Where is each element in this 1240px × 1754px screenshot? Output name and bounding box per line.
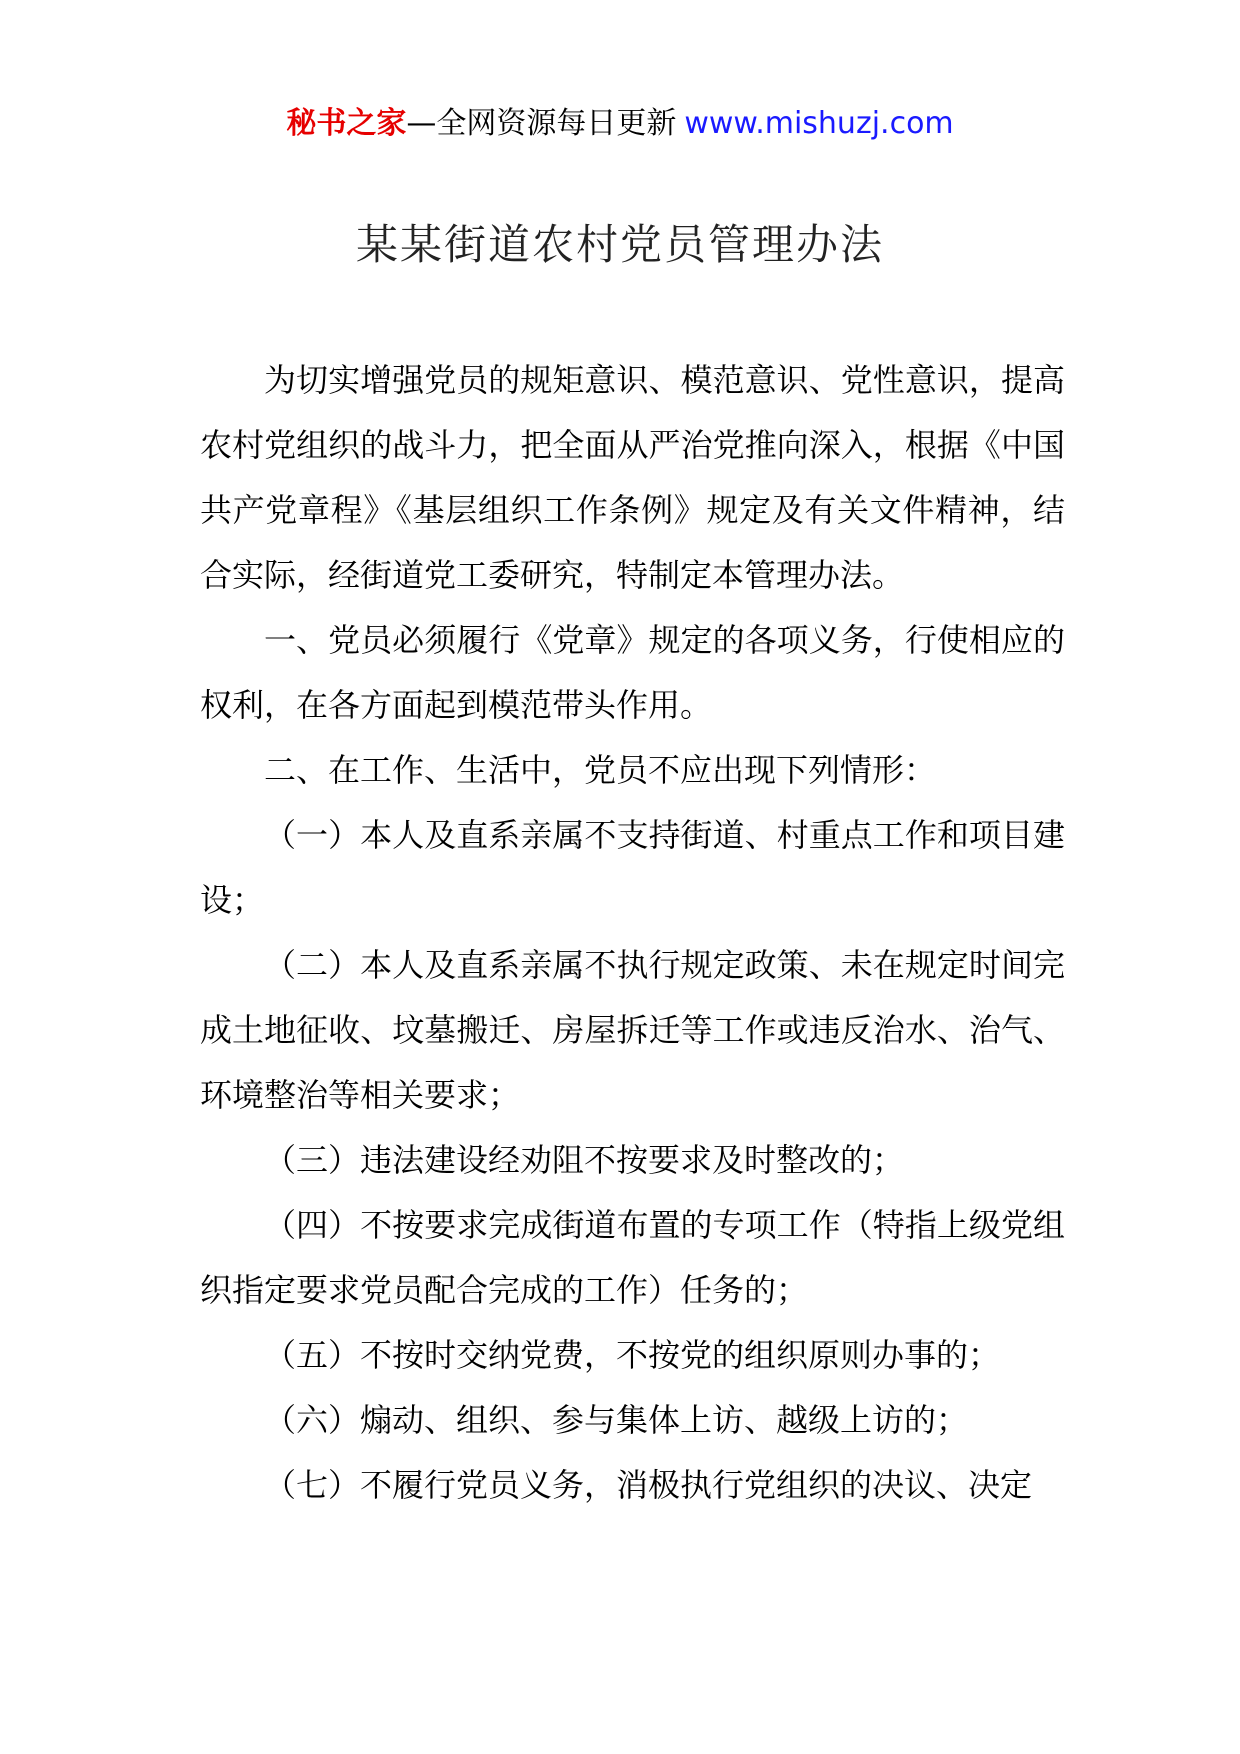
paragraph-article-2: 二、在工作、生活中，党员不应出现下列情形： — [264, 751, 937, 789]
list-item-6: （六）煽动、组织、参与集体上访、越级上访的； — [264, 1401, 969, 1439]
brand-name: 秘书之家 — [286, 106, 407, 141]
list-item-4: （四）不按要求完成街道布置的专项工作（特指上级党组织指定要求党员配合完成的工作）任务的； — [200, 1206, 1065, 1309]
banner-tagline: —全网资源每日更新 — [406, 106, 677, 141]
list-item-5: （五）不按时交纳党费，不按党的组织原则办事的； — [264, 1336, 1001, 1374]
list-item-2: （二）本人及直系亲属不执行规定政策、未在规定时间完成土地征收、坟墓搬迁、房屋拆迁等工作或违反治水、治气、环境整治等相关要求； — [200, 946, 1065, 1114]
website-link[interactable]: www.mishuzj.com — [684, 106, 954, 141]
list-item-3: （三）违法建设经劝阻不按要求及时整改的； — [264, 1141, 905, 1179]
site-banner — [0, 100, 1240, 148]
paragraph-article-1: 一、党员必须履行《党章》规定的各项义务，行使相应的权利，在各方面起到模范带头作用。 — [200, 621, 1065, 724]
document-body — [200, 348, 1065, 1518]
document-title: 某某街道农村党员管理办法 — [355, 220, 884, 269]
paragraph-intro: 为切实增强党员的规矩意识、模范意识、党性意识，提高农村党组织的战斗力，把全面从严治党推向深入，根据《中国共产党章程》《基层组织工作条例》规定及有关文件精神，结合实际，经街道党工委研究，特制定本管理办法。 — [200, 361, 1065, 594]
list-item-7: （七）不履行党员义务，消极执行党组织的决议、决定 — [264, 1466, 1033, 1504]
list-item-1: （一）本人及直系亲属不支持街道、村重点工作和项目建设； — [200, 816, 1065, 919]
